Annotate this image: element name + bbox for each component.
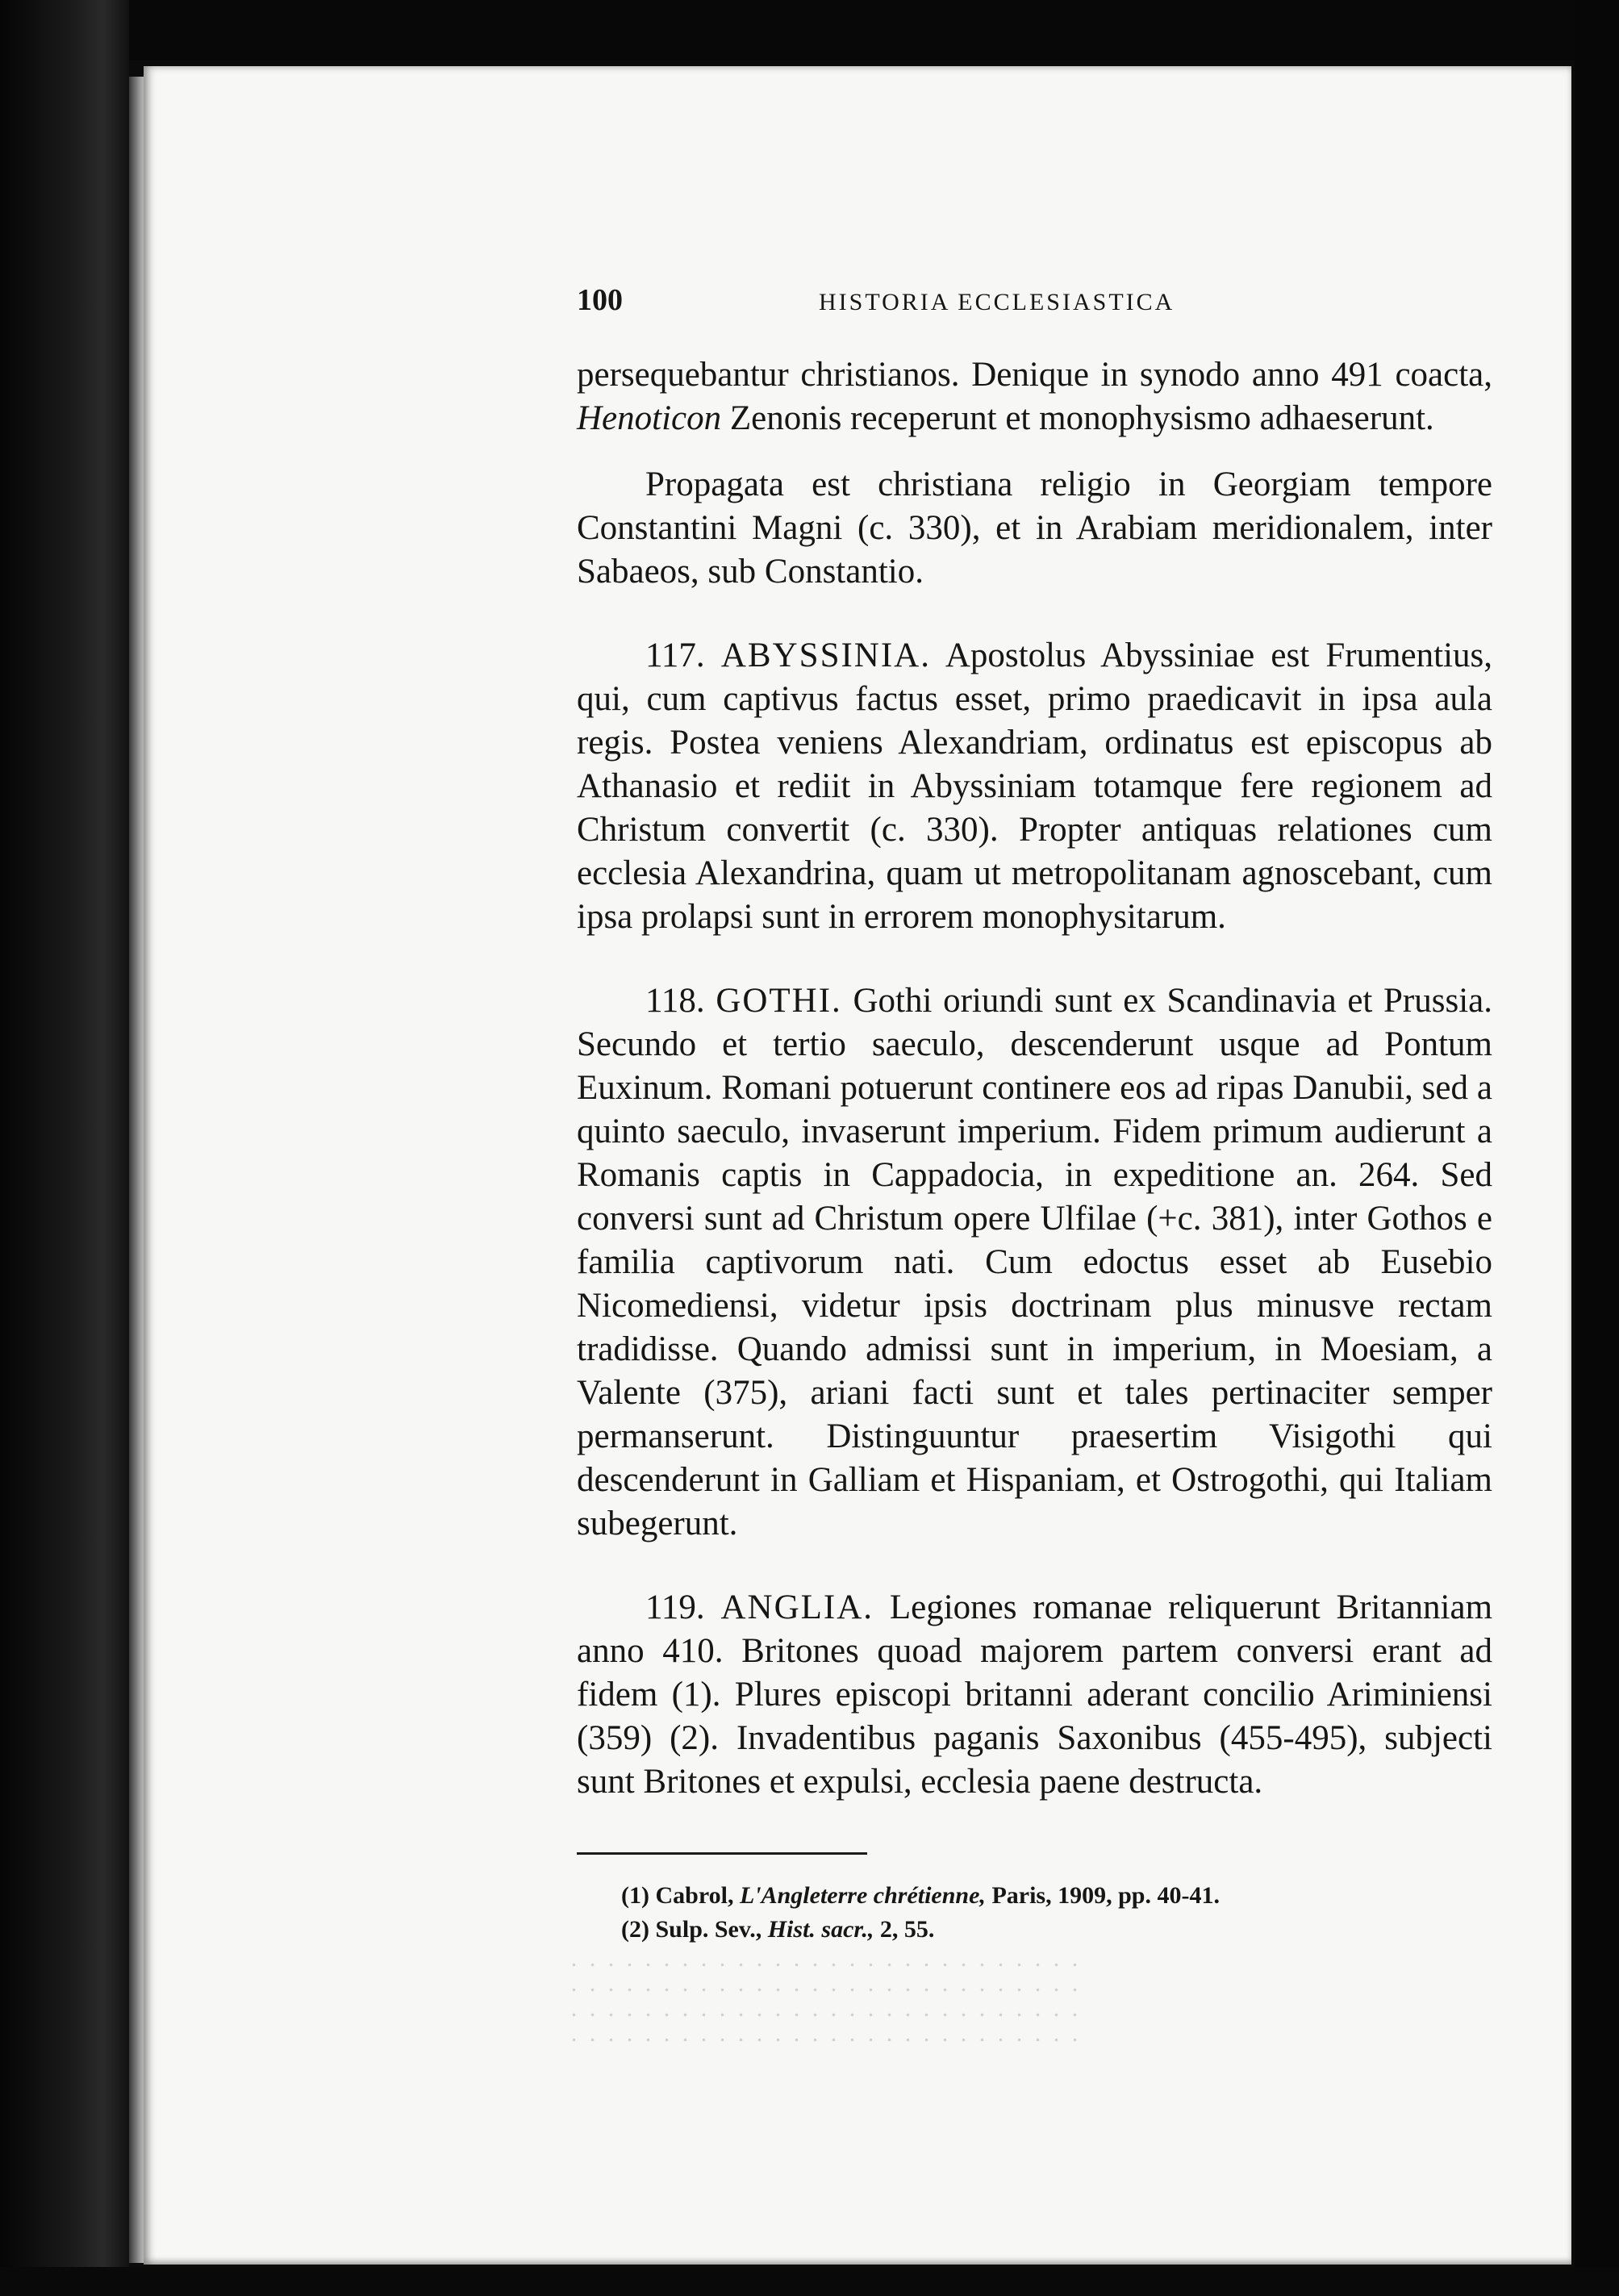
footnote-author: Sulp. Sev.,: [655, 1916, 762, 1943]
film-border-top: [0, 0, 1619, 61]
paragraph-gap: [577, 440, 1492, 463]
footnote-1: [577, 1879, 1492, 1913]
section-119-anglia: [577, 1586, 1492, 1804]
paragraph-gap: [577, 594, 1492, 634]
section-118-gothi: [577, 979, 1492, 1546]
paragraph-text: Zenonis receperunt et monophysismo adhaeserunt.: [729, 399, 1434, 437]
footnote-rule: [577, 1852, 867, 1855]
paragraph-text: persequebantur christianos. Denique in synodo anno 491 coacta,: [577, 356, 1492, 394]
footnote-citation: Paris, 1909, pp. 40-41.: [991, 1882, 1220, 1909]
text-block: [577, 282, 1492, 1947]
film-border-bottom: [0, 2267, 1619, 2296]
page-number: 100: [577, 283, 623, 317]
footnote-title: Hist. sacr.,: [767, 1916, 874, 1943]
section-number: 118.: [645, 982, 705, 1020]
section-text: Gothi oriundi sunt ex Scandinavia et Prussia. Secundo et tertio saeculo, descenderunt usque ad Pontum Euxinum. Romani potuerunt continere eos ad ripas Danubii, sed a quinto saeculo, invaserunt imperium. Fidem primum audierunt a Romanis captis in Cappadocia, in expeditione an. 264. Sed conversi sunt ad Christum opere Ulfilae (+c. 381), inter Gothos e familia captivorum nati. Cum edoctus esset ab Eusebio Nicomediensi, videtur ipsis doctrinam plus minusve rectam tradidisse. Quando admissi sunt in imperium, in Moesiam, a Valente (375), ariani facti sunt et tales pertinaciter semper permanserunt. Distinguuntur praesertim Visigothi qui descenderunt in Galliam et Hispaniam, et Ostrogothi, qui Italiam subegerunt.: [577, 982, 1492, 1542]
section-title: ANGLIA.: [720, 1588, 874, 1626]
section-number: 117.: [645, 637, 705, 674]
paragraph-text: Propagata est christiana religio in Georgiam tempore Constantini Magni (c. 330), et in Arabiam meridionalem, inter Sabaeos, sub Constantio.: [577, 465, 1492, 591]
italic-term: Henoticon: [577, 399, 722, 437]
running-head: [577, 282, 1492, 331]
section-title: ABYSSINIA.: [720, 637, 931, 674]
paragraph-georgia-arabia: [577, 463, 1492, 594]
section-text: Apostolus Abyssiniae est Frumentius, qui, cum captivus factus esset, primo praedicavit in ipsa aula regis. Postea veniens Alexandriam, ordinatus est episcopus ab Athanasio et rediit in Abyssiniam totamque fere regionem ad Christum convertit (c. 330). Propter antiquas relationes cum ecclesia Alexandrina, quam ut metropolitanam agnoscebant, cum ipsa prolapsi sunt in errorem monophysitarum.: [577, 637, 1492, 936]
footnote-2: [577, 1913, 1492, 1947]
film-border-right: [1575, 0, 1619, 2296]
section-title: GOTHI.: [716, 982, 842, 1020]
paragraph-continuation: [577, 353, 1492, 440]
paragraph-gap: [577, 939, 1492, 979]
section-number: 119.: [645, 1588, 705, 1626]
footnote-mark: (2): [621, 1916, 649, 1943]
scan-noise-specks: [565, 1952, 1089, 2057]
footnote-title: L'Angleterre chrétienne,: [739, 1882, 986, 1909]
section-117-abyssinia: [577, 634, 1492, 939]
footnote-mark: (1): [621, 1882, 649, 1909]
film-border-left: [0, 0, 129, 2296]
footnote-author: Cabrol,: [655, 1882, 734, 1909]
section-text: Legiones romanae reliquerunt Britanniam anno 410. Britones quoad majorem partem conversi erant ad fidem (1). Plures episcopi britanni aderant concilio Ariminiensi (359) (2). Invadentibus paganis Saxonibus (455-495), subjecti sunt Britones et expulsi, ecclesia paene destructa.: [577, 1588, 1493, 1801]
paragraph-gap: [577, 1546, 1492, 1586]
running-head-title: HISTORIA ECCLESIASTICA: [819, 289, 1175, 315]
footnote-citation: 2, 55.: [879, 1916, 935, 1943]
